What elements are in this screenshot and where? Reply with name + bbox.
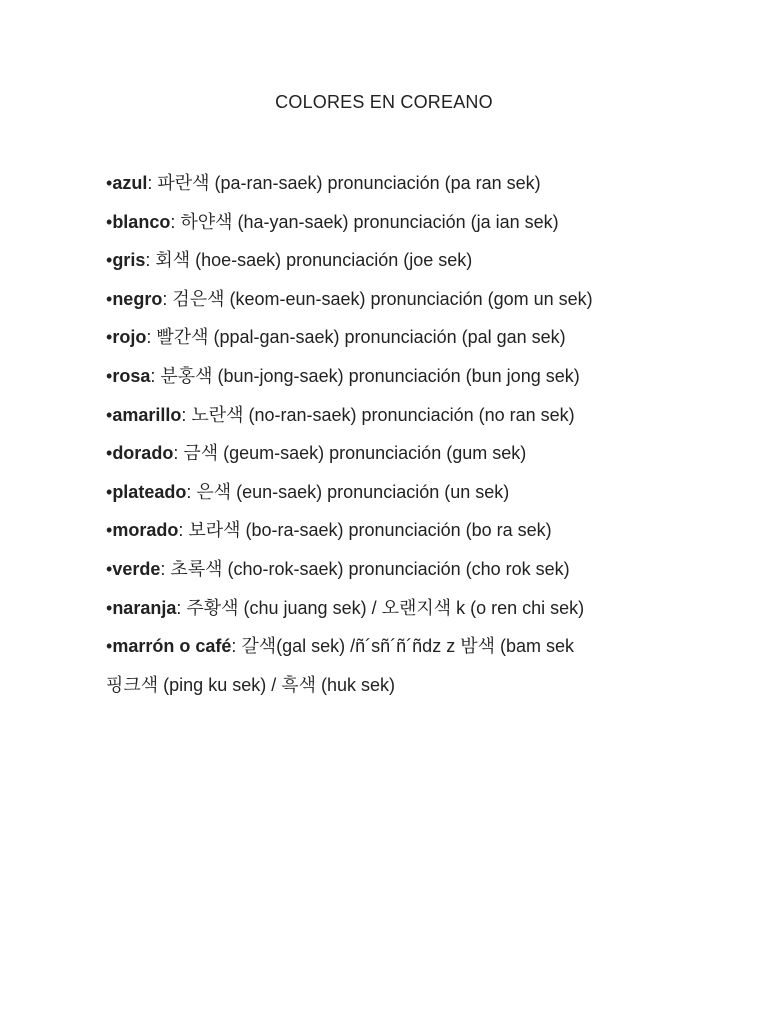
bullet: • — [106, 443, 113, 464]
color-description: : 하얀색 (ha-yan-saek) pronunciación (ja ian sek) — [170, 211, 559, 232]
color-description: : 검은색 (keom-eun-saek) pronunciación (gom un sek) — [162, 288, 593, 309]
color-description: : 노란색 (no-ran-saek) pronunciación (no ran sek) — [181, 404, 575, 425]
color-description: : 주황색 (chu juang sek) / 오랜지색 k (o ren chi sek) — [176, 597, 585, 618]
bullet: • — [106, 404, 113, 425]
color-description: : 분홍색 (bun-jong-saek) pronunciación (bun jong sek) — [150, 365, 580, 386]
color-term: verde — [112, 558, 161, 579]
color-term: naranja — [112, 597, 177, 618]
bullet: • — [106, 597, 113, 618]
bullet: • — [106, 288, 113, 309]
bullet: • — [106, 520, 113, 541]
list-item — [106, 400, 746, 439]
color-term: amarillo — [112, 404, 182, 425]
color-term: plateado — [112, 481, 187, 502]
color-term: rojo — [112, 327, 147, 348]
list-item — [106, 554, 746, 593]
bullet: • — [106, 481, 113, 502]
color-term: dorado — [112, 443, 174, 464]
bullet: • — [106, 558, 113, 579]
list-item — [106, 284, 746, 323]
color-description: : 회색 (hoe-saek) pronunciación (joe sek) — [145, 250, 473, 271]
color-description: : 금색 (geum-saek) pronunciación (gum sek) — [173, 443, 527, 464]
list-item — [106, 631, 746, 670]
document-title: COLORES EN COREANO — [275, 92, 493, 112]
bullet: • — [106, 211, 113, 232]
color-description: : 빨간색 (ppal-gan-saek) pronunciación (pal gan sek) — [146, 327, 566, 348]
bullet: • — [106, 327, 113, 348]
color-description: : 은색 (eun-saek) pronunciación (un sek) — [186, 481, 510, 502]
color-description: : 파란색 (pa-ran-saek) pronunciación (pa ran sek) — [147, 173, 541, 193]
color-list — [106, 168, 746, 670]
color-term: marrón o café — [112, 636, 232, 657]
color-description: : 보라색 (bo-ra-saek) pronunciación (bo ra sek) — [178, 520, 552, 541]
color-term: gris — [112, 250, 146, 271]
bullet: • — [106, 173, 113, 193]
list-item — [106, 361, 746, 400]
bullet: • — [106, 636, 113, 657]
color-term: morado — [112, 520, 179, 541]
color-description: : 갈색(gal sek) /ñ´sñ´ñ´ñdz z 밤색 (bam sek — [231, 636, 574, 657]
list-item — [106, 477, 746, 516]
bullet: • — [106, 250, 113, 271]
continuation-line: 핑크색 (ping ku sek) / 흑색 (huk sek) — [106, 675, 396, 695]
list-item — [106, 207, 746, 246]
color-description: : 초록색 (cho-rok-saek) pronunciación (cho rok sek) — [160, 558, 570, 579]
color-term: azul — [112, 173, 148, 193]
color-term: negro — [112, 288, 163, 309]
bullet: • — [106, 365, 113, 386]
color-term: blanco — [112, 211, 171, 232]
list-item — [106, 322, 746, 361]
list-item — [106, 245, 746, 284]
list-item — [106, 168, 746, 207]
list-item — [106, 515, 746, 554]
list-item — [106, 438, 746, 477]
list-item — [106, 593, 746, 632]
color-term: rosa — [112, 365, 151, 386]
